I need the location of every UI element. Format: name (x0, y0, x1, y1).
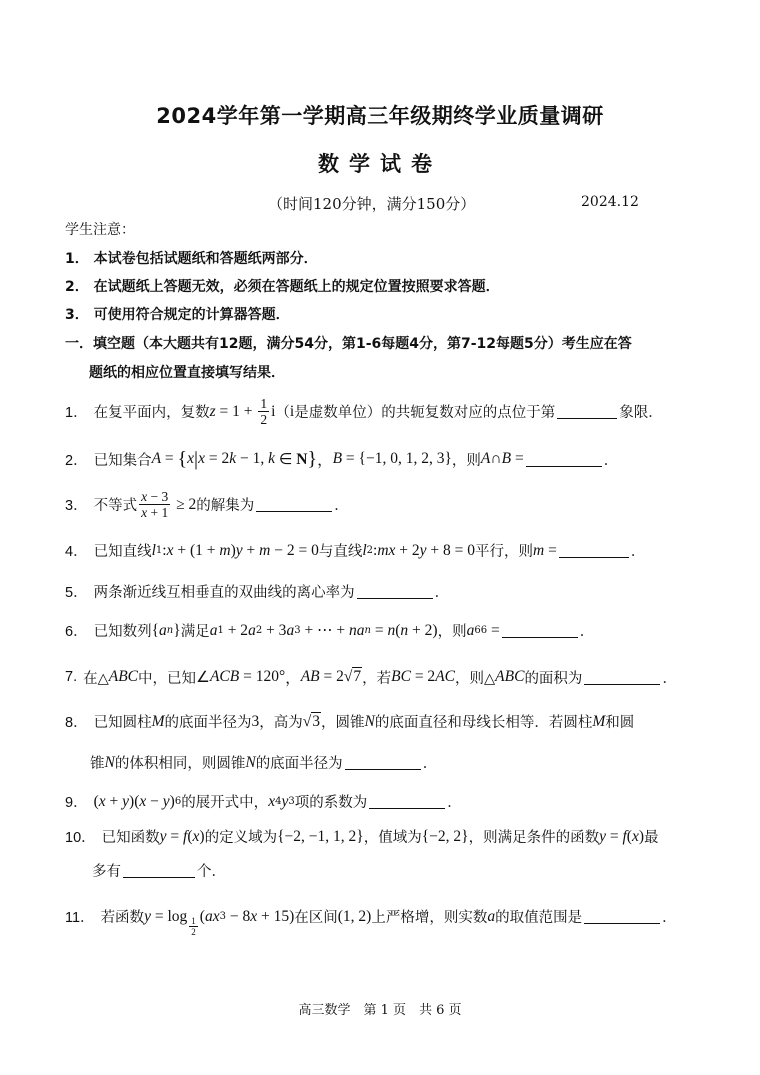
question-10: 10． 已知函数 y = f ( x ) 的定义域为 {−2, −1, 1, 2} ，值域为 {−2, 2} ，则满足条件的函数 y = f ( x ) 最 (65, 827, 659, 846)
notice-label: 学生注意： (65, 222, 135, 238)
question-1: 1． 在复平面内，复数 z = 1 + $\frac{1}{2}$ i （ i 是虚数单位）的共轭复数对应的点位于第 象限． (65, 396, 663, 427)
section-heading-line-1: 一．填空题（本大题共有12题，满分54分，第1-6每题4分，第7-12每题5分）考生应在答 (65, 336, 632, 352)
notice-rule-1: 1． 本试卷包括试题纸和答题纸两部分． (65, 251, 318, 267)
exam-date: 2024.12 (581, 194, 639, 210)
answer-blank-6[interactable] (502, 623, 578, 638)
answer-blank-5[interactable] (357, 584, 433, 599)
exam-title: 2024学年第一学期高三年级期终学业质量调研 (156, 104, 604, 128)
question-11: 11． 若函数 y = log $\frac{1}{2}$ ( ax 3 − 8 x + 15) 在区间 (1, 2) 上严格增，则实数 a 的取值范围是 ． (65, 907, 677, 937)
question-10-line-2: 多有 个． (92, 864, 226, 880)
notice-rule-2: 2． 在试题纸上答题无效，必须在答题纸上的规定位置按照要求答题． (65, 279, 500, 295)
answer-blank-4[interactable] (559, 543, 629, 558)
question-7: 7. 在△ ABC 中，已知 ∠ ACB = 120° ， AB = 2√7 ，若 BC = 2 AC ，则△ ABC 的面积为 ． (65, 668, 677, 687)
answer-blank-10[interactable] (123, 863, 195, 878)
answer-blank-9[interactable] (369, 794, 445, 809)
page-footer: 高三数学 第 1 页 共 6 页 (298, 1003, 462, 1018)
question-8: 8． 已知圆柱 M 的底面半径为 3 ，高为 √3 ，圆锥 N 的底面直径和母线长相等．若圆柱 M 和圆 (65, 712, 635, 731)
section-heading-line-2: 题纸的相应位置直接填写结果． (89, 365, 285, 381)
question-2: 2． 已知集合 A = { x | x = 2 k − 1, k ∈ N } ， B = {−1, 0, 1, 2, 3} ，则 A ∩ B = ． (65, 448, 619, 470)
answer-blank-1[interactable] (557, 404, 617, 419)
answer-blank-11[interactable] (584, 909, 660, 924)
question-9: 9． ( x + y )( x − y ) 6 的展开式中， x 4 y 3 项的系数为 ． (65, 792, 462, 811)
notice-rule-3: 3． 可使用符合规定的计算器答题． (65, 307, 290, 323)
question-4: 4． 已知直线 l 1 : x + (1 + m ) y + m − 2 = 0 与直线 l 2 : mx + 2 y + 8 = 0 平行，则 m = ． (65, 541, 646, 560)
answer-blank-3[interactable] (256, 497, 332, 512)
question-5: 5． 两条渐近线互相垂直的双曲线的离心率为 ． (65, 585, 450, 601)
answer-blank-2[interactable] (526, 452, 602, 467)
answer-blank-7[interactable] (584, 670, 660, 685)
exam-subtitle: 数学试卷 (318, 152, 442, 176)
question-6: 6． 已知数列 { a n } 满足 a 1 + 2 a 2 + 3 a 3 + ⋯ + na n = n ( n + 2) ，则 a 66 = ． (65, 621, 595, 640)
question-8-line-2: 锥 N 的体积相同，则圆锥 N 的底面半径为 ． (90, 753, 438, 772)
question-3: 3． 不等式 $\frac{x - 3}{x + 1}$ ≥ 2 的解集为 ． (65, 489, 349, 520)
answer-blank-8[interactable] (345, 755, 421, 770)
time-info: （时间120分钟，满分150分） (268, 195, 476, 213)
